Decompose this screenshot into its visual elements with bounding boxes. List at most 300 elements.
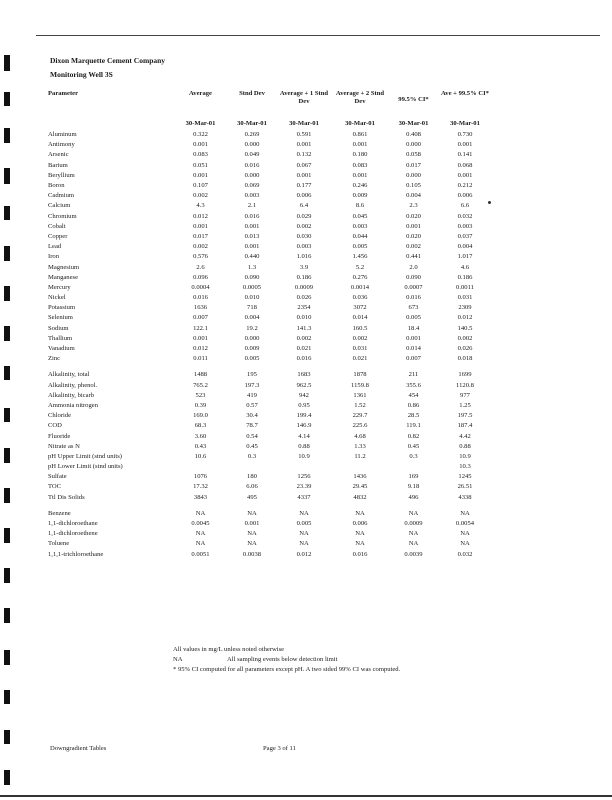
value-cell: 0.246 (352, 182, 368, 190)
col-header-average: Average (189, 90, 212, 97)
binder-mark (4, 448, 10, 463)
value-cell: 160.5 (352, 324, 368, 332)
value-cell: 1256 (297, 473, 311, 481)
table-row (48, 431, 490, 441)
table-row (48, 493, 490, 503)
parameter-name: pH Upper Limit (stnd units) (48, 452, 122, 460)
table-row (48, 313, 490, 323)
parameter-name: Manganese (48, 273, 79, 281)
value-cell: NA (460, 540, 470, 548)
parameter-name: Nitrate as N (48, 442, 80, 450)
binder-mark (4, 568, 10, 583)
value-cell: 0.090 (406, 273, 421, 281)
value-cell: 0.031 (352, 345, 368, 353)
parameter-name: TOC (48, 483, 62, 491)
value-cell: 0.016 (296, 355, 312, 363)
value-cell: 496 (408, 493, 419, 501)
parameter-name: Boron (48, 182, 65, 190)
value-cell: 28.5 (407, 412, 420, 420)
binder-mark (4, 128, 10, 143)
value-cell: 1.33 (354, 442, 366, 450)
value-cell: 1245 (458, 473, 472, 481)
value-cell: 187.4 (457, 422, 473, 430)
value-cell: 0.54 (246, 432, 258, 440)
value-cell: NA (195, 509, 206, 517)
footer-title: Downgradient Tables (50, 745, 107, 752)
parameter-name: Alkalinity, bicarb (48, 391, 95, 399)
value-cell: 0.010 (244, 294, 260, 302)
value-cell: 0.067 (296, 161, 312, 169)
parameter-name: Sulfate (48, 473, 67, 481)
value-cell: 0.001 (193, 222, 208, 230)
value-cell: 0.45 (246, 442, 258, 450)
value-cell: 0.180 (352, 151, 368, 159)
binder-mark (4, 650, 10, 665)
value-cell: NA (247, 509, 257, 517)
value-cell: 0.058 (406, 151, 421, 159)
table-body (48, 130, 490, 560)
parameter-name: Alkalinity, phenol. (48, 381, 98, 389)
parameter-name: Toluene (48, 540, 70, 548)
value-cell: 1361 (353, 391, 367, 399)
value-cell: 0.002 (406, 243, 421, 251)
value-cell: 0.39 (194, 401, 207, 409)
value-cell: 495 (247, 493, 257, 501)
parameter-name: Aluminum (48, 131, 77, 139)
value-cell: 2309 (458, 304, 472, 312)
table-row (48, 442, 490, 452)
value-cell: 0.020 (406, 232, 421, 240)
top-rule (36, 35, 600, 36)
value-cell: 355.6 (406, 381, 421, 389)
value-cell (333, 462, 387, 472)
value-cell: 6.6 (460, 202, 470, 210)
value-cell: 0.006 (352, 520, 368, 528)
value-cell: 0.011 (193, 355, 208, 363)
parameter-name: Calcium (48, 202, 71, 210)
parameter-name: Fluoride (48, 432, 71, 440)
table-row (48, 283, 490, 293)
table-row (48, 171, 490, 181)
value-cell: 1683 (297, 371, 311, 379)
value-cell: 0.013 (244, 232, 260, 240)
parameter-name: Thallium (48, 334, 73, 342)
parameter-name: Alkalinity, total (48, 371, 90, 379)
value-cell: 0.141 (457, 151, 473, 159)
value-cell: 4.6 (460, 263, 470, 271)
value-cell: 0.440 (244, 253, 260, 261)
value-cell: 229.7 (352, 412, 368, 420)
value-cell: 0.016 (352, 550, 368, 558)
table-row (48, 273, 490, 283)
value-cell: 0.003 (296, 243, 312, 251)
value-cell: 0.82 (407, 432, 420, 440)
value-cell: 0.006 (457, 192, 473, 200)
table-row (48, 344, 490, 354)
value-cell: 0.000 (406, 171, 421, 179)
table-row (48, 242, 490, 252)
value-cell (172, 462, 229, 472)
value-cell: 2.6 (196, 263, 205, 271)
value-cell: 0.001 (352, 171, 368, 179)
parameter-name: Cobalt (48, 222, 66, 230)
value-cell: 10.9 (298, 452, 310, 460)
value-cell: 0.016 (193, 294, 208, 302)
binder-mark (4, 608, 10, 623)
parameter-name: Nickel (48, 294, 66, 302)
value-cell: 0.001 (296, 141, 312, 149)
value-cell: 0.000 (244, 141, 260, 149)
value-cell: 2.3 (409, 202, 418, 210)
parameter-name: COD (48, 422, 62, 430)
value-cell: 0.0004 (191, 283, 210, 291)
value-cell: NA (408, 540, 419, 548)
value-cell: 4.3 (196, 202, 205, 210)
notes (173, 645, 400, 675)
parameter-name: Copper (48, 232, 68, 240)
value-cell: 0.003 (352, 222, 368, 230)
value-cell: 0.005 (406, 314, 421, 322)
value-cell: 0.032 (457, 550, 473, 558)
binder-mark (4, 206, 10, 220)
value-cell: 0.576 (193, 253, 208, 261)
value-cell: 0.001 (352, 141, 368, 149)
value-cell: 169 (408, 473, 419, 481)
value-cell: 197.3 (244, 381, 260, 389)
value-cell: 0.003 (244, 192, 260, 200)
value-cell: 1120.8 (456, 381, 474, 389)
value-cell: 0.86 (407, 401, 420, 409)
value-cell: 0.186 (296, 273, 312, 281)
bottom-rule (0, 795, 612, 797)
value-cell: 0.021 (352, 355, 368, 363)
value-cell: 0.002 (296, 334, 312, 342)
value-cell: 0.001 (457, 141, 473, 149)
date-cell: 30-Mar-01 (398, 120, 429, 127)
value-cell: 0.009 (244, 345, 260, 353)
value-cell: 0.001 (193, 171, 208, 179)
table-row (48, 201, 490, 211)
value-cell: 977 (460, 391, 470, 399)
value-cell: 454 (408, 391, 419, 399)
value-cell: NA (355, 540, 365, 548)
binder-mark (4, 770, 10, 785)
value-cell: 0.001 (193, 334, 208, 342)
value-cell: 225.6 (352, 422, 368, 430)
table-row (48, 539, 490, 549)
value-cell: 0.001 (193, 141, 208, 149)
company-name: Dixon Marquette Cement Company (50, 56, 166, 65)
table-row (48, 452, 490, 462)
value-cell: 0.014 (352, 314, 368, 322)
table-row (48, 191, 490, 201)
value-cell: 0.068 (457, 161, 473, 169)
value-cell: 1.456 (352, 253, 368, 261)
value-cell: 0.000 (244, 171, 260, 179)
value-cell: 0.083 (193, 151, 208, 159)
date-cell: 30-Mar-01 (345, 120, 375, 127)
value-cell: 0.88 (459, 442, 471, 450)
value-cell: 10.9 (459, 452, 471, 460)
value-cell: 0.029 (296, 212, 312, 220)
value-cell: 0.026 (457, 345, 473, 353)
value-cell: 1878 (353, 371, 367, 379)
table-row (48, 354, 490, 364)
parameter-name: Ammonia nitrogen (48, 401, 98, 409)
value-cell (275, 462, 333, 472)
value-cell: NA (195, 530, 206, 538)
value-cell: NA (299, 530, 309, 538)
table-row (48, 212, 490, 222)
table-row (48, 401, 490, 411)
table-row (48, 411, 490, 421)
value-cell: 1.52 (354, 401, 366, 409)
value-cell: 197.5 (457, 412, 473, 420)
date-cell: 30-Mar-01 (289, 120, 319, 127)
value-cell: 0.0009 (294, 283, 314, 291)
value-cell: 26.51 (457, 483, 473, 491)
value-cell: 0.408 (406, 131, 421, 139)
value-cell: 2.1 (247, 202, 257, 210)
table-row (48, 391, 490, 401)
units-note: All values in mg/L unless noted otherwise (173, 646, 285, 653)
value-cell: 8.6 (355, 202, 365, 210)
ci-note: * 95% CI computed for all parameters except pH. A two sided 99% CI was computed. (173, 666, 401, 673)
table-row (48, 232, 490, 242)
value-cell: 0.006 (296, 192, 312, 200)
value-cell: 0.0014 (350, 283, 370, 291)
table-row (48, 161, 490, 171)
value-cell: 765.2 (193, 381, 208, 389)
value-cell: NA (247, 540, 257, 548)
value-cell: 0.096 (193, 273, 208, 281)
value-cell: 0.007 (406, 355, 421, 363)
value-cell: 4.68 (354, 432, 366, 440)
binder-mark (4, 408, 10, 422)
value-cell: 10.3 (459, 463, 471, 471)
value-cell: 718 (247, 304, 257, 312)
date-row (48, 118, 490, 130)
value-cell: 30.4 (246, 412, 258, 420)
value-cell: NA (460, 530, 470, 538)
value-cell: 0.001 (296, 171, 312, 179)
value-cell: 3843 (193, 493, 208, 501)
value-cell: 0.107 (193, 182, 208, 190)
value-cell: 180 (247, 473, 257, 481)
table-row (48, 421, 490, 431)
value-cell: NA (355, 530, 365, 538)
value-cell: 68.3 (194, 422, 207, 430)
value-cell: 0.010 (296, 314, 312, 322)
value-cell: 23.39 (296, 483, 312, 491)
table-row (48, 550, 490, 560)
value-cell: 5.2 (355, 263, 365, 271)
value-cell: 0.014 (406, 345, 421, 353)
parameter-name: pH Lower Limit (stnd units) (48, 463, 123, 471)
table-row (48, 293, 490, 303)
value-cell: 0.000 (406, 141, 421, 149)
value-cell: 1436 (353, 473, 367, 481)
value-cell: 0.032 (457, 212, 473, 220)
value-cell: 1699 (458, 371, 472, 379)
value-cell: 0.012 (457, 314, 473, 322)
value-cell: 0.044 (352, 232, 368, 240)
parameter-name: 1,1-dichloroethane (48, 520, 98, 528)
parameter-name: Zinc (48, 355, 61, 363)
value-cell: 2354 (297, 304, 311, 312)
value-cell: 0.021 (296, 345, 312, 353)
value-cell: 4.42 (459, 432, 471, 440)
value-cell: 0.005 (296, 520, 312, 528)
binder-mark (4, 488, 10, 503)
value-cell: 0.0007 (404, 283, 423, 291)
value-cell: 6.4 (299, 202, 309, 210)
value-cell: 141.3 (296, 324, 312, 332)
table-row (48, 370, 490, 380)
value-cell: 0.57 (246, 401, 258, 409)
parameter-name: Beryllium (48, 171, 75, 179)
table-row (48, 303, 490, 313)
value-cell: NA (195, 540, 206, 548)
value-cell: 0.002 (193, 243, 208, 251)
value-cell: 0.001 (406, 334, 421, 342)
value-cell: 0.95 (298, 401, 310, 409)
value-cell: 0.002 (193, 192, 208, 200)
value-cell: 0.003 (457, 222, 473, 230)
parameter-name: Sodium (48, 324, 69, 332)
value-cell: 0.017 (193, 232, 208, 240)
value-cell: 0.031 (457, 294, 473, 302)
value-cell: 0.037 (457, 232, 473, 240)
value-cell: 0.0045 (191, 520, 210, 528)
value-cell: NA (408, 509, 419, 517)
col-header-ci: 99.5% CI* (398, 96, 429, 103)
value-cell: 78.7 (246, 422, 258, 430)
value-cell: 1.016 (296, 253, 312, 261)
col-header-avg-plus-2sd: Average + 2 Stnd Dev (335, 90, 385, 105)
table-row (48, 334, 490, 344)
value-cell: 11.2 (354, 452, 366, 460)
table-row (48, 262, 490, 272)
parameter-name: Magnesium (48, 263, 80, 271)
value-cell: 4.14 (298, 432, 310, 440)
value-cell: 1.25 (459, 401, 471, 409)
value-cell: 0.730 (457, 131, 473, 139)
value-cell: 673 (408, 304, 419, 312)
parameter-name: Barium (48, 161, 68, 169)
value-cell: 1.3 (247, 263, 257, 271)
table-row (48, 462, 490, 472)
value-cell: 0.018 (457, 355, 473, 363)
value-cell: 0.002 (352, 334, 368, 342)
value-cell: 0.004 (457, 243, 473, 251)
value-cell: 0.016 (244, 161, 260, 169)
value-cell: 0.004 (244, 314, 260, 322)
statistics-table (48, 90, 490, 560)
parameter-name: Iron (48, 253, 59, 261)
parameter-name: 1,1-dichloroethene (48, 530, 98, 538)
value-cell: 0.012 (193, 212, 208, 220)
value-cell: NA (299, 509, 309, 517)
value-cell: 4338 (458, 493, 472, 501)
value-cell: 0.045 (352, 212, 368, 220)
value-cell: 146.9 (296, 422, 312, 430)
value-cell: 0.322 (193, 131, 208, 139)
value-cell: 199.4 (296, 412, 312, 420)
value-cell: 0.001 (457, 171, 473, 179)
col-header-ave-plus-ci: Ave + 99.5% CI* (441, 90, 489, 97)
date-cell: 30-Mar-01 (185, 120, 216, 127)
value-cell: 0.269 (244, 131, 260, 139)
value-cell: 0.88 (298, 442, 310, 450)
value-cell: 0.012 (193, 345, 208, 353)
value-cell: 0.186 (457, 273, 473, 281)
value-cell: 3.9 (299, 263, 309, 271)
value-cell: NA (247, 530, 257, 538)
binder-mark (4, 55, 10, 71)
na-note (173, 655, 400, 665)
col-header-stnd-dev: Stnd Dev (239, 90, 265, 97)
table-row (48, 150, 490, 160)
value-cell: 3072 (353, 304, 367, 312)
value-cell: 0.090 (244, 273, 260, 281)
value-cell: 0.016 (244, 212, 260, 220)
value-cell: NA (299, 540, 309, 548)
binder-mark (4, 168, 10, 184)
value-cell: NA (408, 530, 419, 538)
parameter-name: Cadmium (48, 192, 75, 200)
value-cell: 0.177 (296, 182, 312, 190)
parameter-name: Lead (48, 243, 62, 251)
value-cell: 1488 (193, 371, 208, 379)
value-cell: 3.60 (194, 432, 207, 440)
table-row (48, 482, 490, 492)
table-row (48, 324, 490, 334)
value-cell: 0.0011 (456, 283, 474, 291)
value-cell: 0.861 (352, 131, 368, 139)
value-cell: 0.007 (193, 314, 208, 322)
table-row (48, 509, 490, 519)
value-cell: 1636 (193, 304, 208, 312)
na-description: All sampling events below detection limit (227, 656, 338, 663)
value-cell: 962.5 (296, 381, 312, 389)
value-cell: 211 (408, 371, 419, 379)
value-cell: 1076 (193, 473, 208, 481)
well-name: Monitoring Well 3S (50, 70, 113, 79)
value-cell: 195 (247, 371, 257, 379)
value-cell: NA (460, 509, 470, 517)
value-cell: 0.001 (244, 222, 260, 230)
binder-mark (4, 326, 10, 341)
value-cell: 0.3 (247, 452, 257, 460)
value-cell: 0.43 (194, 442, 207, 450)
value-cell: 0.001 (406, 222, 421, 230)
value-cell: 10.6 (194, 452, 207, 460)
value-cell: 0.0038 (242, 550, 262, 558)
value-cell: 0.051 (193, 161, 208, 169)
value-cell: 169.0 (193, 412, 208, 420)
value-cell: 0.069 (244, 182, 260, 190)
value-cell: 0.0009 (404, 520, 423, 528)
page-number: Page 3 of 11 (263, 745, 296, 752)
table-row (48, 529, 490, 539)
table-row (48, 252, 490, 262)
value-cell: 9.18 (407, 483, 420, 491)
value-cell: 0.3 (409, 452, 418, 460)
value-cell: 17.32 (193, 483, 208, 491)
value-cell: 523 (195, 391, 206, 399)
value-cell: 0.026 (296, 294, 312, 302)
